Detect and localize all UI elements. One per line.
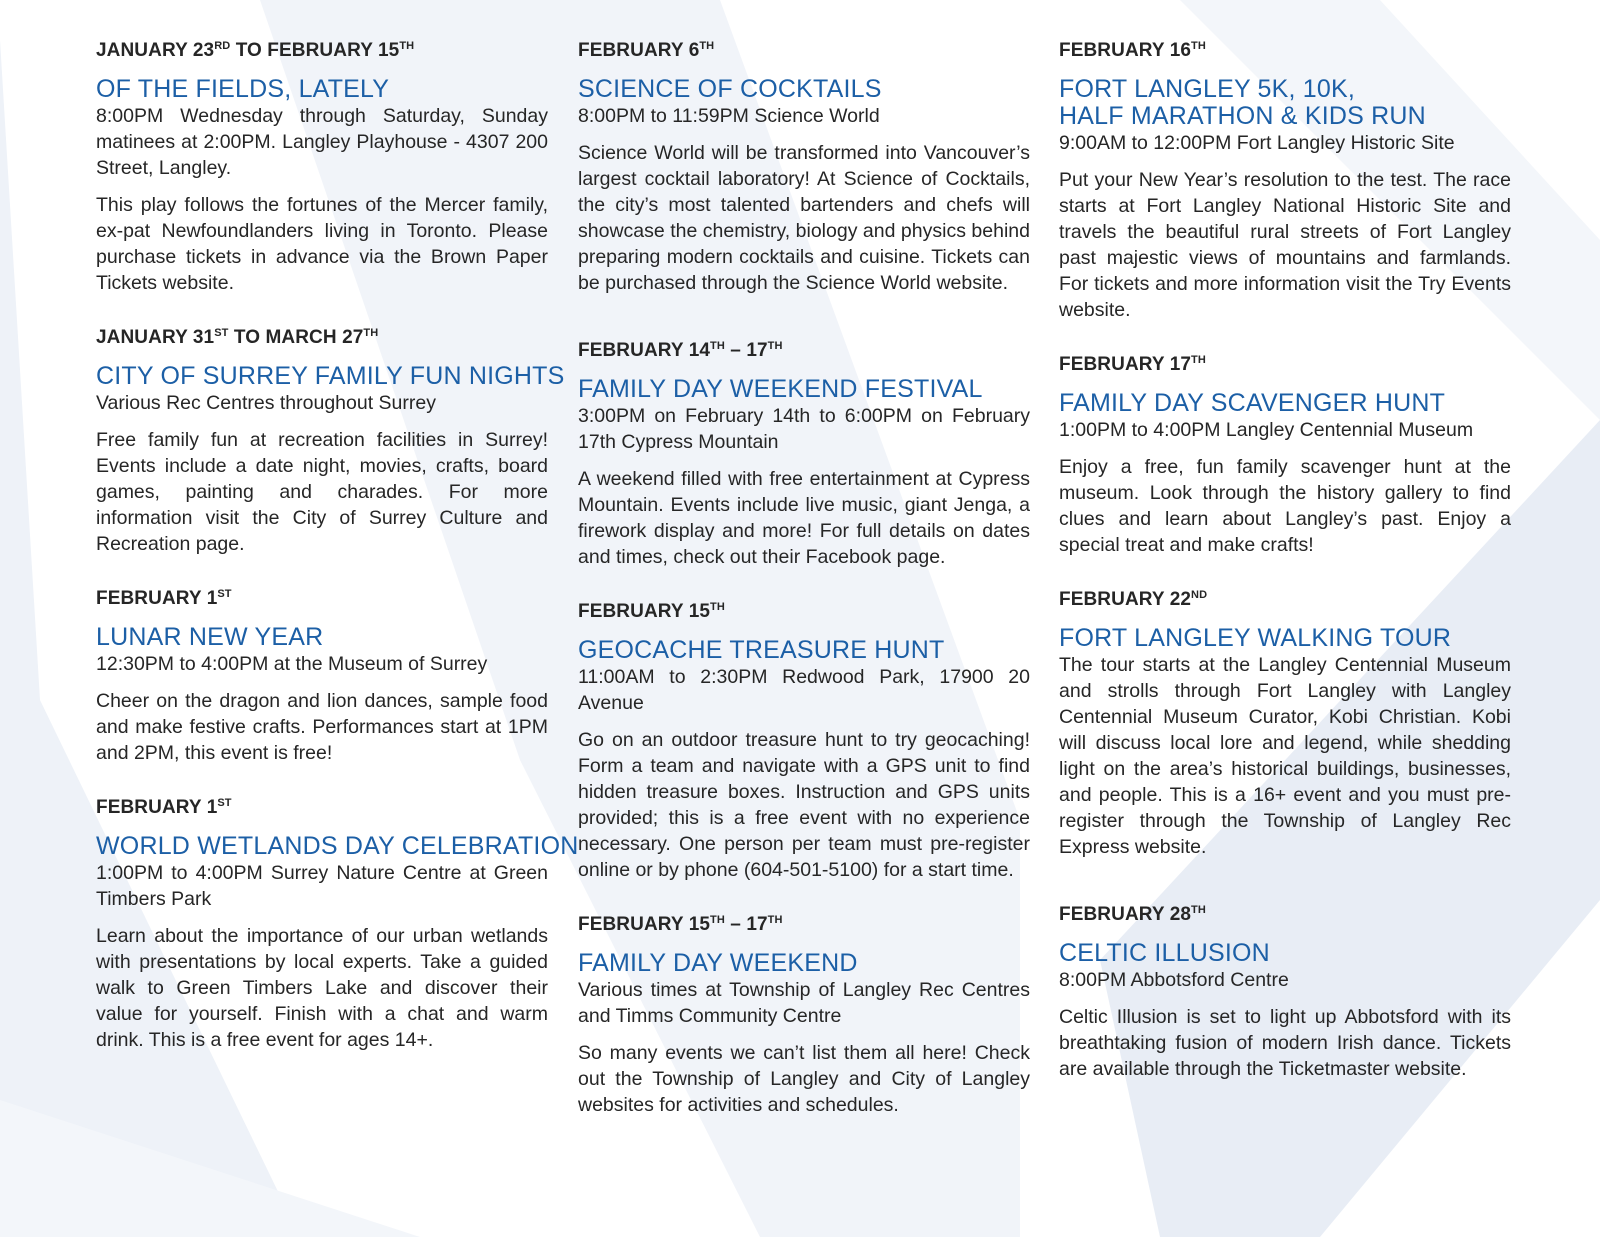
event-title: FORT LANGLEY WALKING TOUR (1059, 624, 1452, 652)
event-title: GEOCACHE TREASURE HUNT (578, 636, 945, 664)
date-ordinal-suffix: TH (710, 914, 725, 926)
date-text: FEBRUARY 14 (578, 340, 711, 361)
event-title: CELTIC ILLUSION (1059, 939, 1270, 967)
event-description: Go on an outdoor treasure hunt to try geocaching! Form a team and navigate with a GPS unit to find hidden treasure boxes. Instruction and GPS units provided; this is a free event with no experience necessary. One person per team must pre-register online or by phone (604-501-5100) for a start time. (578, 729, 1030, 881)
event-time-location: 8:00PM to 11:59PM Science World (578, 105, 880, 127)
event-date (1059, 904, 1511, 926)
event-time-location: Various times at Township of Langley Rec Centres and Timms Community Centre (578, 979, 1030, 1027)
event-date (1059, 354, 1511, 376)
event-time-location: 8:00PM Abbotsford Centre (1059, 969, 1289, 991)
event-time-location: 9:00AM to 12:00PM Fort Langley Historic Site (1059, 132, 1455, 154)
event-time-location: 1:00PM to 4:00PM Langley Centennial Museum (1059, 419, 1474, 441)
event-time-location: Various Rec Centres throughout Surrey (96, 392, 436, 414)
date-text: FEBRUARY 6 (578, 40, 700, 61)
event-description: The tour starts at the Langley Centennial Museum and strolls through Fort Langley with Langley Centennial Museum Curator, Kobi Christian. Kobi will discuss local lore and legend, while shedding light on the area’s historical buildings, businesses, and people. This is a 16+ event and you must pre-register through the Township of Langley Rec Express website. (1059, 654, 1511, 858)
date-text: FEBRUARY 17 (1059, 354, 1192, 375)
event-description: Learn about the importance of our urban wetlands with presentations by local experts. Take a guided walk to Green Timbers Lake and discover their value for yourself. Finish with a chat and warm drink. This is a free event for ages 14+. (96, 925, 548, 1051)
date-text: – 17 (724, 340, 768, 361)
event-description: Cheer on the dragon and lion dances, sample food and make festive crafts. Performances start at 1PM and 2PM, this event is free! (96, 690, 548, 764)
event-fort-langley-walking-tour (1059, 589, 1511, 860)
date-text: TO MARCH 27 (228, 327, 364, 348)
date-ordinal-suffix: TH (699, 40, 715, 52)
date-text: JANUARY 31 (96, 327, 215, 348)
date-ordinal-suffix: ST (217, 588, 232, 600)
event-title-line-2: HALF MARATHON & KIDS RUN (1059, 102, 1426, 130)
event-city-of-surrey-family-fun-nights (96, 327, 565, 557)
event-date (578, 914, 1030, 936)
date-text: FEBRUARY 28 (1059, 904, 1192, 925)
event-time-location: 3:00PM on February 14th to 6:00PM on February 17th Cypress Mountain (578, 405, 1030, 453)
date-ordinal-suffix: TH (399, 40, 415, 52)
date-ordinal-suffix: TH (1191, 354, 1206, 366)
event-title: CITY OF SURREY FAMILY FUN NIGHTS (96, 362, 565, 390)
event-title: FAMILY DAY WEEKEND (578, 949, 858, 977)
event-description: So many events we can’t list them all here! Check out the Township of Langley and City of Langley websites for activities and schedules. (578, 1042, 1030, 1116)
date-ordinal-suffix: TH (767, 914, 783, 926)
event-date (96, 588, 548, 610)
event-date (578, 40, 1030, 62)
event-geocache-treasure-hunt (578, 601, 1030, 883)
event-title: LUNAR NEW YEAR (96, 623, 324, 651)
event-of-the-fields-lately (96, 40, 548, 296)
event-description: Celtic Illusion is set to light up Abbotsford with its breathtaking fusion of modern Irish dance. Tickets are available through the Ticketmaster website. (1059, 1006, 1511, 1080)
event-description: A weekend filled with free entertainment at Cypress Mountain. Events include live music, giant Jenga, a firework display and more! For full details on dates and times, check out their Facebook page. (578, 468, 1030, 568)
date-ordinal-suffix: TH (1191, 904, 1206, 916)
event-science-of-cocktails (578, 40, 1030, 296)
event-date (578, 340, 1030, 362)
event-time-location: 11:00AM to 2:30PM Redwood Park, 17900 20 Avenue (578, 666, 1030, 714)
date-ordinal-suffix: TH (767, 340, 783, 352)
date-text: JANUARY 23 (96, 40, 215, 61)
event-family-day-scavenger-hunt (1059, 354, 1511, 558)
date-text: FEBRUARY 22 (1059, 589, 1192, 610)
date-text: – 17 (724, 914, 768, 935)
event-time-location: 1:00PM to 4:00PM Surrey Nature Centre at Green Timbers Park (96, 862, 548, 910)
column-1 (96, 40, 579, 1053)
date-text: FEBRUARY 15 (578, 601, 711, 622)
event-title: FAMILY DAY WEEKEND FESTIVAL (578, 375, 983, 403)
date-ordinal-suffix: TH (710, 340, 725, 352)
event-time-location: 12:30PM to 4:00PM at the Museum of Surrey (96, 653, 488, 675)
date-ordinal-suffix: RD (214, 40, 231, 52)
date-ordinal-suffix: TH (1191, 40, 1206, 52)
event-date (1059, 589, 1511, 611)
event-description: Free family fun at recreation facilities in Surrey! Events include a date night, movies, crafts, board games, painting and charades. For more information visit the City of Surrey Culture and Recreation page. (96, 429, 548, 555)
event-description: Put your New Year’s resolution to the test. The race starts at Fort Langley National Historic Site and travels the beautiful rural streets of Fort Langley past majestic views of mountains and farmlands. For tickets and more information visit the Try Events website. (1059, 169, 1511, 321)
event-title: SCIENCE OF COCKTAILS (578, 75, 882, 103)
date-text: FEBRUARY 16 (1059, 40, 1192, 61)
date-ordinal-suffix: ST (214, 327, 229, 339)
event-family-day-weekend-festival (578, 340, 1030, 570)
event-date (96, 327, 548, 349)
event-date (578, 601, 1030, 623)
event-title: WORLD WETLANDS DAY CELEBRATION (96, 832, 579, 860)
event-celtic-illusion (1059, 904, 1511, 1082)
event-description: This play follows the fortunes of the Mercer family, ex-pat Newfoundlanders living in Toronto. Please purchase tickets in advance via the Brown Paper Tickets website. (96, 194, 548, 294)
event-date (96, 40, 548, 62)
date-text: FEBRUARY 1 (96, 588, 218, 609)
event-title: FAMILY DAY SCAVENGER HUNT (1059, 389, 1446, 417)
column-3 (1059, 40, 1511, 1082)
date-text: FEBRUARY 15 (578, 914, 711, 935)
column-2 (578, 40, 1030, 1118)
date-text: TO FEBRUARY 15 (230, 40, 400, 61)
date-ordinal-suffix: TH (710, 601, 725, 613)
date-text: FEBRUARY 1 (96, 797, 218, 818)
event-description: Science World will be transformed into Vancouver’s largest cocktail laboratory! At Science of Cocktails, the city’s most talented bartenders and chefs will showcase the chemistry, biology and physics behind preparing modern cocktails and cuisine. Tickets can be purchased through the Science World website. (578, 142, 1030, 294)
date-ordinal-suffix: ND (1191, 589, 1208, 601)
event-family-day-weekend (578, 914, 1030, 1118)
event-lunar-new-year (96, 588, 548, 766)
event-title: FORT LANGLEY 5K, 10K, (1059, 75, 1356, 103)
event-title: OF THE FIELDS, LATELY (96, 75, 390, 103)
event-fort-langley-run (1059, 40, 1511, 323)
event-description: Enjoy a free, fun family scavenger hunt at the museum. Look through the history gallery to find clues and learn about Langley’s past. Enjoy a special treat and make crafts! (1059, 456, 1511, 556)
date-ordinal-suffix: ST (217, 797, 232, 809)
event-world-wetlands-day-celebration (96, 797, 579, 1053)
event-date (1059, 40, 1511, 62)
date-ordinal-suffix: TH (363, 327, 379, 339)
event-date (96, 797, 548, 819)
event-time-location: 8:00PM Wednesday through Saturday, Sunday matinees at 2:00PM. Langley Playhouse - 4307 200 Street, Langley. (96, 105, 548, 179)
